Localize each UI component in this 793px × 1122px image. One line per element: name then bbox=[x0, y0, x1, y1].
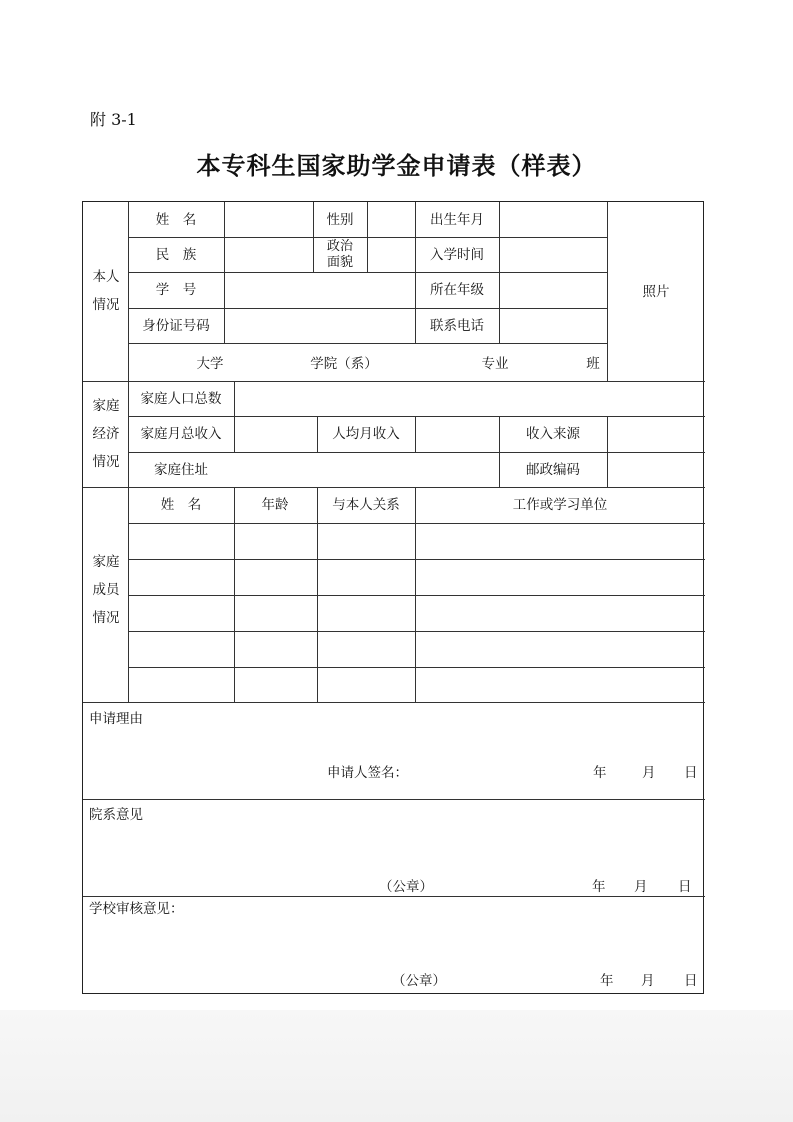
department-opinion-label: 院系意见 bbox=[89, 807, 143, 823]
column-line bbox=[607, 202, 608, 381]
member-workplace-header: 工作或学习单位 bbox=[512, 497, 608, 513]
grade-label: 所在年级 bbox=[430, 282, 484, 298]
per-capita-income-label: 人均月收入 bbox=[332, 426, 400, 442]
economy-section-label: 家庭 经济 情况 bbox=[92, 398, 120, 470]
department-opinion-field[interactable] bbox=[89, 824, 697, 869]
applicant-signature-label: 申请人签名： bbox=[327, 765, 408, 781]
section-line bbox=[83, 702, 705, 703]
member-age-header: 年龄 bbox=[261, 497, 289, 513]
name-field[interactable] bbox=[225, 203, 313, 237]
gender-label: 性别 bbox=[326, 212, 354, 228]
school-review-field[interactable] bbox=[89, 918, 697, 963]
row-line bbox=[128, 631, 705, 632]
application-reason-field[interactable] bbox=[89, 728, 697, 758]
school-review-label: 学校审核意见： bbox=[89, 901, 184, 917]
department-day-label: 日 bbox=[678, 879, 692, 895]
column-line bbox=[499, 416, 500, 487]
college-label: 学院（系） bbox=[310, 356, 378, 372]
gender-field[interactable] bbox=[368, 203, 415, 237]
row-line bbox=[128, 667, 705, 668]
monthly-income-field[interactable] bbox=[235, 417, 315, 451]
class-label: 班 bbox=[586, 356, 600, 372]
column-line bbox=[234, 487, 235, 702]
application-form bbox=[82, 201, 704, 994]
home-address-label: 家庭住址 bbox=[154, 462, 208, 478]
member-relation-header: 与本人关系 bbox=[332, 497, 400, 513]
birth-date-field[interactable] bbox=[500, 203, 607, 237]
ethnicity-label: 民 族 bbox=[155, 247, 197, 263]
application-reason-label: 申请理由 bbox=[89, 711, 143, 727]
id-card-label: 身份证号码 bbox=[142, 318, 210, 334]
political-status-label: 政治 面貌 bbox=[326, 239, 353, 270]
row-line bbox=[128, 559, 705, 560]
department-month-label: 月 bbox=[634, 879, 648, 895]
grade-field[interactable] bbox=[500, 273, 607, 307]
household-population-field[interactable] bbox=[239, 382, 699, 416]
scan-background bbox=[0, 1010, 793, 1122]
section-line bbox=[83, 487, 705, 488]
row-line bbox=[128, 595, 705, 596]
school-year-label: 年 bbox=[600, 973, 614, 989]
enrollment-date-label: 入学时间 bbox=[430, 247, 484, 263]
postcode-label: 邮政编码 bbox=[526, 462, 580, 478]
birth-date-label: 出生年月 bbox=[430, 212, 484, 228]
home-address-field[interactable] bbox=[236, 453, 498, 487]
section-line bbox=[83, 799, 705, 800]
name-label: 姓 名 bbox=[155, 212, 197, 228]
row-line bbox=[128, 343, 607, 344]
student-id-field[interactable] bbox=[225, 273, 415, 307]
form-title: 本专科生国家助学金申请表（样表） bbox=[196, 151, 597, 180]
per-capita-income-field[interactable] bbox=[416, 417, 498, 451]
major-label: 专业 bbox=[481, 356, 509, 372]
monthly-income-label: 家庭月总收入 bbox=[140, 426, 222, 442]
school-month-label: 月 bbox=[641, 973, 655, 989]
household-population-label: 家庭人口总数 bbox=[140, 391, 222, 407]
column-line bbox=[128, 202, 129, 702]
column-line bbox=[415, 487, 416, 702]
attachment-label: 附 3-1 bbox=[90, 110, 137, 129]
school-day-label: 日 bbox=[684, 973, 698, 989]
reason-day-label: 日 bbox=[684, 765, 698, 781]
postcode-field[interactable] bbox=[608, 453, 704, 487]
ethnicity-field[interactable] bbox=[225, 238, 313, 272]
school-seal-label: （公章） bbox=[392, 973, 446, 989]
column-line bbox=[313, 202, 314, 272]
column-line bbox=[317, 416, 318, 452]
column-line bbox=[415, 202, 416, 343]
reason-year-label: 年 bbox=[593, 765, 607, 781]
photo-box-label: 照片 bbox=[642, 284, 670, 300]
id-card-field[interactable] bbox=[225, 309, 415, 343]
income-source-field[interactable] bbox=[608, 417, 704, 451]
row-line bbox=[128, 523, 705, 524]
phone-label: 联系电话 bbox=[430, 318, 484, 334]
reason-month-label: 月 bbox=[642, 765, 656, 781]
income-source-label: 收入来源 bbox=[526, 426, 580, 442]
university-label: 大学 bbox=[196, 356, 224, 372]
members-section-label: 家庭 成员 情况 bbox=[92, 554, 120, 626]
member-name-header: 姓 名 bbox=[160, 497, 202, 513]
student-id-label: 学 号 bbox=[155, 282, 197, 298]
department-seal-label: （公章） bbox=[379, 879, 433, 895]
phone-field[interactable] bbox=[500, 309, 607, 343]
department-year-label: 年 bbox=[592, 879, 606, 895]
political-status-field[interactable] bbox=[368, 238, 415, 272]
column-line bbox=[317, 487, 318, 702]
personal-section-label: 本人 情况 bbox=[92, 269, 120, 313]
enrollment-date-field[interactable] bbox=[500, 238, 607, 272]
